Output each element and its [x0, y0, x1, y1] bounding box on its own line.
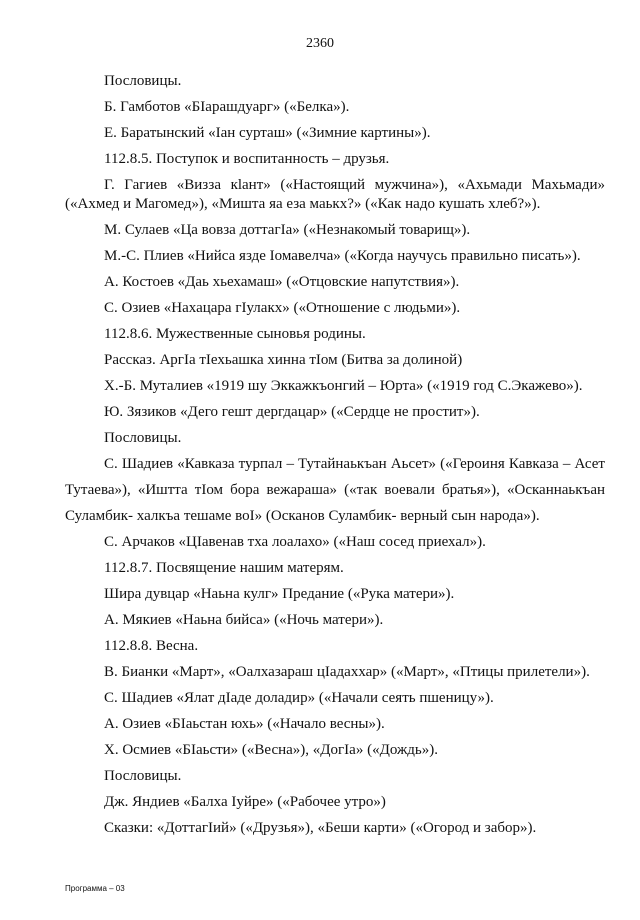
text-line: В. Бианки «Март», «Оалхазараш цІадаххар» («Март», «Птицы прилетели»). [104, 664, 590, 680]
text-line: Пословицы. [104, 73, 182, 89]
text-line: Г. Гагиев «Визза кlант» («Настоящий мужчина»), «Ахьмади Махьмади» [104, 177, 605, 193]
section-heading: 112.8.8. Весна. [104, 638, 199, 654]
text-line: С. Шадиев «Ялат дІаде доладир» («Начали сеять пшеницу»). [104, 690, 494, 706]
section-heading: 112.8.6. Мужественные сыновья родины. [104, 326, 366, 342]
text-line: С. Арчаков «ЦІавенав тха лоалахо» («Наш сосед приехал»). [104, 534, 486, 550]
page-number: 2360 [306, 36, 334, 51]
text-line: С. Озиев «Нахацара гІулакх» («Отношение с людьми»). [104, 300, 461, 316]
text-line: Б. Гамботов «БІарашдуарг» («Белка»). [104, 99, 350, 115]
text-line: Тутаева»), «Иштта тІом бора вежараша» («так воевали братья»), «Осканнаькъан [65, 482, 605, 498]
text-line: Пословицы. [104, 768, 182, 784]
text-line: («Ахмед и Магомед»), «Мишта яа еза маькх?» («Как надо кушать хлеб?»). [65, 196, 541, 212]
text-line: Сказки: «ДоттагІий» («Друзья»), «Беши карти» («Огород и забор»). [104, 820, 537, 836]
text-line: М.-С. Плиев «Нийса язде Іомавелча» («Когда научусь правильно писать»). [104, 248, 581, 264]
text-line: А. Костоев «Даь хьехамаш» («Отцовские напутствия»). [104, 274, 460, 290]
text-line: Шира дувцар «Наьна кулг» Предание («Рука матери»). [104, 586, 455, 602]
section-heading: 112.8.7. Посвящение нашим матерям. [104, 560, 344, 576]
section-heading: 112.8.5. Поступок и воспитанность – друзья. [104, 151, 390, 167]
text-line: М. Сулаев «Ца вовза доттагІа» («Незнакомый товарищ»). [104, 222, 471, 238]
page-content [65, 72, 605, 838]
text-line: Дж. Яндиев «Балха Іуйре» («Рабочее утро») [104, 794, 386, 810]
text-line: С. Шадиев «Кавказа турпал – Тутайнаькъан Аьсет» («Героиня Кавказа – Асет [104, 456, 605, 472]
text-line: Суламбик- халкъа тешаме воІ» (Осканов Суламбик- верный сын народа»). [65, 508, 540, 524]
text-line: Х. Осмиев «БІаьсти» («Весна»), «ДогІа» («Дождь»). [104, 742, 439, 758]
text-line: Х.-Б. Муталиев «1919 шу Эккажкъонгий – Юрта» («1919 год С.Экажево»). [104, 378, 583, 394]
text-line: Рассказ. АргІа тІехьашка хинна тІом (Битва за долиной) [104, 352, 463, 368]
text-line: Ю. Зязиков «Дего гешт дергдацар» («Сердце не простит»). [104, 404, 480, 420]
text-line: А. Мякиев «Наьна бийса» («Ночь матери»). [104, 612, 384, 628]
page-footer: Программа – 03 [65, 884, 125, 893]
text-line: Пословицы. [104, 430, 182, 446]
text-line: Е. Баратынский «Іан сурташ» («Зимние картины»). [104, 125, 431, 141]
text-line: А. Озиев «БІаьстан юхь» («Начало весны»). [104, 716, 385, 732]
